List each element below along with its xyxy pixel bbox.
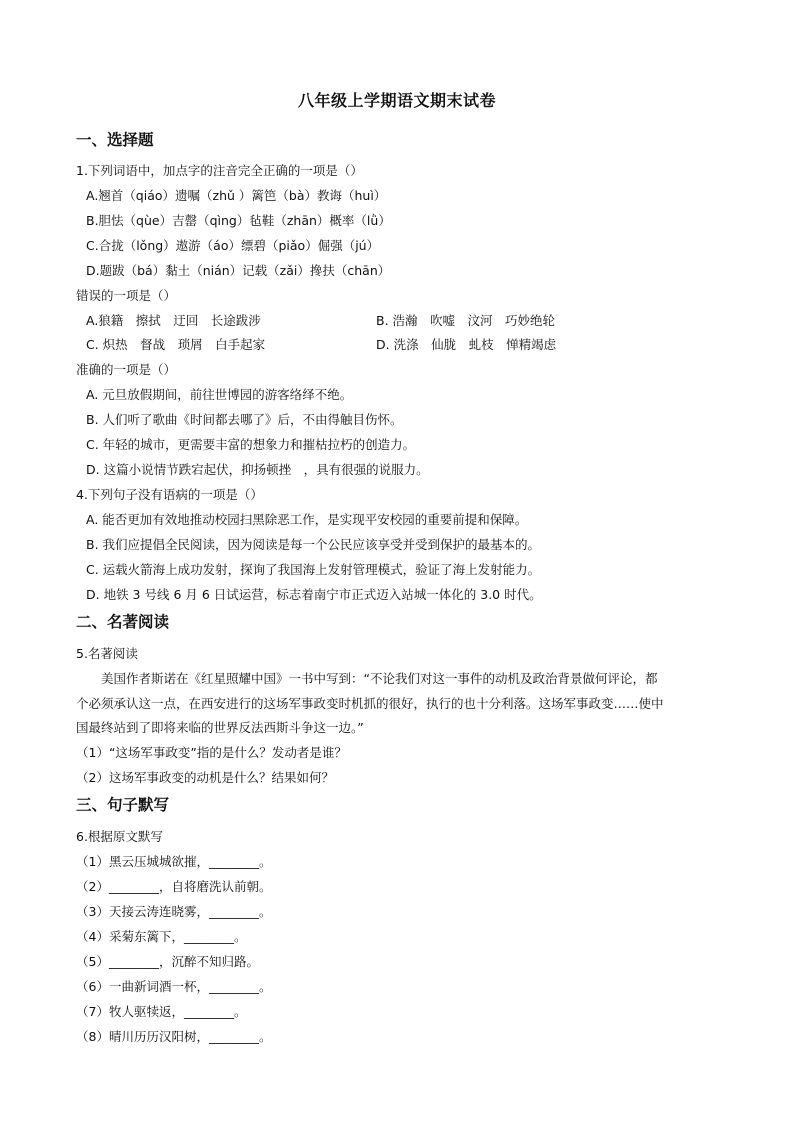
page-title: 八年级上学期语文期末试卷	[297, 91, 496, 110]
q1-option-b: B.胆怯（qùe）吉罄（qìng）毡鞋（zhān）概率（lǜ）	[86, 213, 391, 228]
q5-subquestion-2: （2）这场军事政变的动机是什么？结果如何？	[76, 770, 334, 785]
q2-option-b: B. 浩瀚 吹嘘 汶河 巧妙绝轮	[376, 313, 556, 328]
q5-subquestion-1: （1）“这场军事政变”指的是什么？发动者是谁？	[76, 745, 347, 760]
q3-option-d: D. 这篇小说情节跌宕起伏，抑扬顿挫 ，具有很强的说服力。	[86, 462, 429, 477]
q4-stem: 4.下列句子没有语病的一项是（）	[76, 487, 263, 502]
q2-option-c: C. 炽热 督战 琐屑 白手起家	[86, 337, 266, 352]
q3-option-c: C. 年轻的城市，更需要丰富的想象力和摧枯拉朽的创造力。	[86, 437, 416, 452]
q6-item: （1）黑云压城城欲摧，________。	[76, 854, 272, 869]
q6-item: （3）天接云涛连晓雾，________。	[76, 904, 272, 919]
q6-item: （8）晴川历历汉阳树，________。	[76, 1029, 272, 1044]
q6-item: （5）________，沉醉不知归路。	[76, 954, 259, 969]
q1-option-c: C.合拢（lǒng）遨游（áo）缥碧（piǎo）倔强（jú）	[86, 238, 380, 253]
q3-option-b: B. 人们听了歌曲《时间都去哪了》后，不由得触目伤怀。	[86, 412, 403, 427]
q3-stem: 准确的一项是（）	[76, 362, 177, 377]
q4-option-c: C. 运载火箭海上成功发射，探询了我国海上发射管理模式，验证了海上发射能力。	[86, 562, 541, 577]
q6-stem: 6.根据原文默写	[76, 829, 163, 844]
q1-stem: 1.下列词语中，加点字的注音完全正确的一项是（）	[76, 163, 363, 178]
q5-passage-line-2: 个必须承认这一点，在西安进行的这场军事政变时机抓的很好，执行的也十分利落。这场军事政变……使中	[76, 696, 664, 711]
q6-item: （6）一曲新词酒一杯，________。	[76, 979, 272, 994]
q5-passage-line-3: 国最终站到了即将来临的世界反法西斯斗争这一边。”	[76, 720, 364, 735]
q6-item: （4）采菊东篱下，________。	[76, 929, 247, 944]
q6-item: （2）________，自将磨洗认前朝。	[76, 879, 272, 894]
q4-option-a: A. 能否更加有效地推动校园扫黑除恶工作，是实现平安校园的重要前提和保障。	[86, 512, 528, 527]
section-heading-choice: 一、选择题	[76, 131, 154, 149]
q2-option-a: A.狼籍 擦拭 迂回 长途跋涉	[86, 313, 261, 328]
q1-option-a: A.翘首（qiáo）遗嘱（zhǔ ）篱笆（bà）教诲（huì）	[86, 188, 387, 203]
q4-option-b: B. 我们应提倡全民阅读，因为阅读是每一个公民应该享受并受到保护的最基本的。	[86, 537, 541, 552]
q2-stem: 错误的一项是（）	[76, 288, 177, 303]
q3-option-a: A. 元旦放假期间，前往世博园的游客络绎不绝。	[86, 387, 353, 402]
section-heading-classics: 二、名著阅读	[76, 613, 170, 631]
q6-item: （7）牧人驱犊返，________。	[76, 1004, 247, 1019]
section-heading-recitation: 三、句子默写	[76, 796, 170, 814]
q4-option-d: D. 地铁 3 号线 6 月 6 日试运营，标志着南宁市正式迈入站城一体化的 3.0 时代。	[86, 587, 542, 602]
q2-option-d: D. 洗涤 仙胧 虬枝 惮精竭虑	[376, 337, 557, 352]
q5-stem: 5.名著阅读	[76, 646, 138, 661]
q1-option-d: D.题跋（bá）黏土（nián）记载（zǎi）搀扶（chān）	[86, 263, 391, 278]
q5-passage-line-1: 美国作者斯诺在《红星照耀中国》一书中写到：“不论我们对这一事件的动机及政治背景做何评论，都	[76, 671, 658, 686]
